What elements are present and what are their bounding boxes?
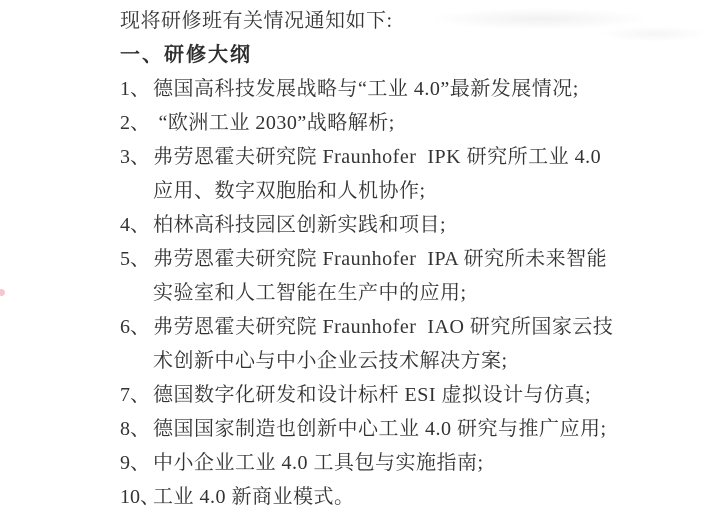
- list-item-9: [120, 446, 690, 480]
- list-item-1: [120, 72, 690, 106]
- item-text: 中小企业工业 4.0 工具包与实施指南;: [153, 452, 484, 474]
- list-item-3: [120, 140, 690, 208]
- item-text-continuation: 应用、数字双胞胎和人机协作;: [153, 180, 426, 202]
- section-heading: 一、研修大纲: [120, 44, 252, 66]
- list-item-8: [120, 412, 690, 446]
- item-number: 6、: [120, 316, 150, 338]
- list-item-2: [120, 106, 690, 140]
- item-number: 9、: [120, 452, 150, 474]
- item-text-continuation: 术创新中心与中小企业云技术解决方案;: [153, 350, 508, 372]
- item-text-continuation: 实验室和人工智能在生产中的应用;: [153, 282, 467, 304]
- list-item-6: [120, 310, 690, 378]
- item-text: 柏林高科技园区创新实践和项目;: [153, 214, 447, 236]
- list-item-5: [120, 242, 690, 310]
- item-text: 德国数字化研发和设计标杆 ESI 虚拟设计与仿真;: [153, 384, 592, 406]
- item-text: 工业 4.0 新商业模式。: [153, 486, 355, 508]
- document-body: [120, 4, 690, 514]
- item-text: 弗劳恩霍夫研究院 Fraunhofer IAO 研究所国家云技: [153, 316, 614, 338]
- list-item-10: [120, 480, 690, 514]
- item-text: “欧洲工业 2030”战略解析;: [153, 112, 395, 134]
- list-item-4: [120, 208, 690, 242]
- item-text: 德国国家制造也创新中心工业 4.0 研究与推广应用;: [153, 418, 607, 440]
- item-number: 4、: [120, 214, 150, 236]
- item-number: 5、: [120, 248, 150, 270]
- item-number: 7、: [120, 384, 150, 406]
- intro-line: 现将研修班有关情况通知如下:: [120, 10, 393, 32]
- item-number: 2、: [120, 112, 150, 134]
- list-item-7: [120, 378, 690, 412]
- item-text: 弗劳恩霍夫研究院 Fraunhofer IPK 研究所工业 4.0: [153, 146, 602, 168]
- item-text: 弗劳恩霍夫研究院 Fraunhofer IPA 研究所未来智能: [153, 248, 608, 270]
- item-number: 3、: [120, 146, 150, 168]
- item-number: 1、: [120, 78, 150, 100]
- item-number: 8、: [120, 418, 150, 440]
- scan-artifact: [0, 289, 5, 296]
- item-text: 德国高科技发展战略与“工业 4.0”最新发展情况;: [153, 78, 579, 100]
- item-number: 10、: [120, 486, 160, 508]
